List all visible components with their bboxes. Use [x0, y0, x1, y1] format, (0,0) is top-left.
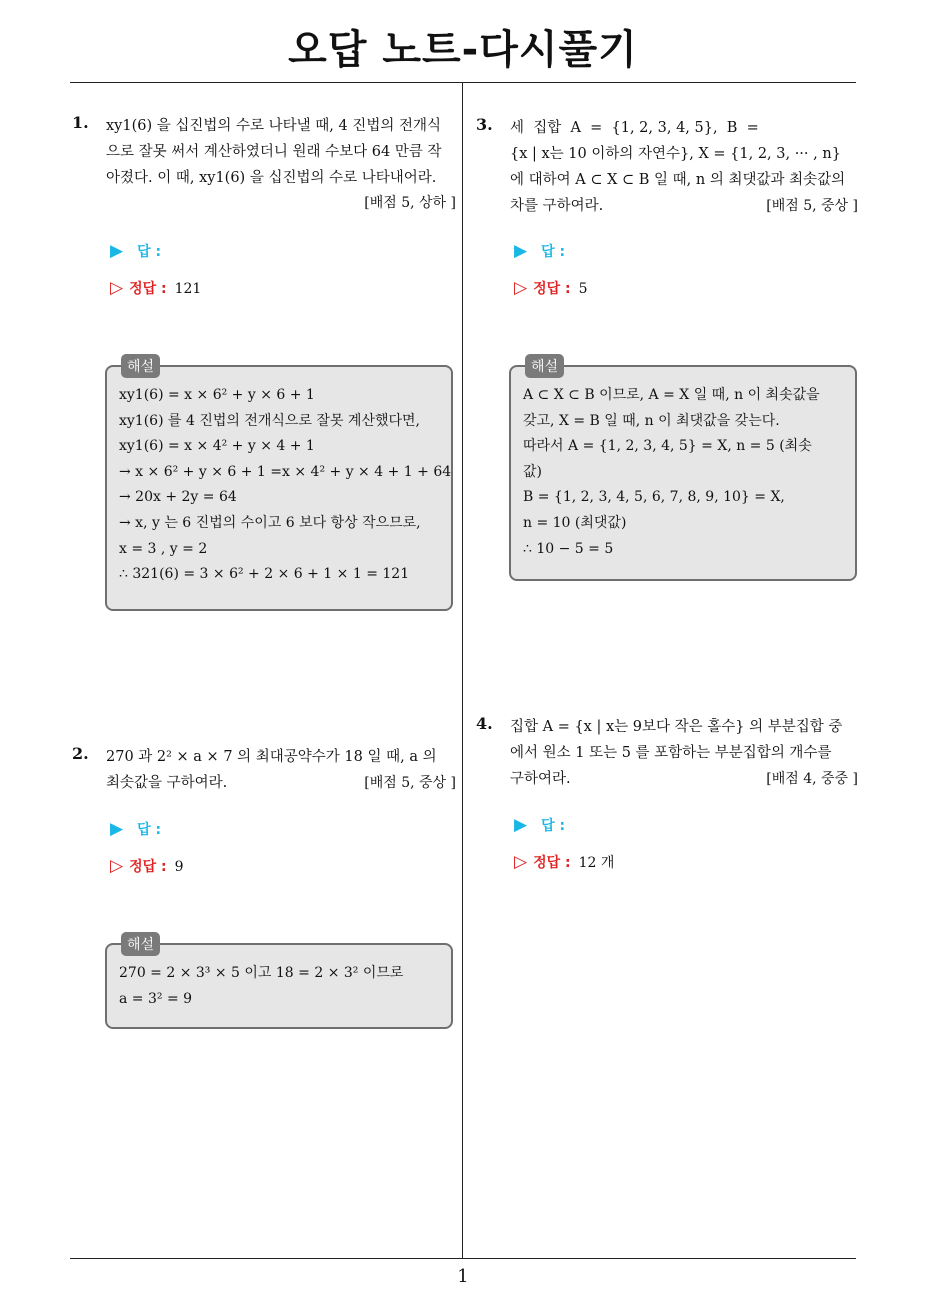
explanation-line: xy1(6) = x × 4² + y × 4 + 1 — [119, 438, 315, 455]
question-last-line — [510, 766, 858, 792]
key-label: 정답 : — [533, 855, 571, 871]
explanation-line: xy1(6) 를 4 진법의 전개식으로 잘못 계산했다면, — [119, 412, 420, 429]
explanation-line: xy1(6) = x × 6² + y × 6 + 1 — [119, 387, 315, 403]
key-row-1 — [110, 278, 201, 298]
question-text — [510, 115, 858, 219]
question-text — [510, 714, 858, 792]
question-line: 아졌다. 이 때, xy1(6) 을 십진법의 수로 나타내어라. — [106, 170, 437, 186]
question-meta: [배점 5, 상하 ] — [364, 195, 456, 211]
explanation-line: → x, y 는 6 진법의 수이고 6 보다 항상 작으므로, — [119, 514, 421, 531]
question-number: 1. — [72, 113, 89, 132]
question-line: 최솟값을 구하여라. — [106, 775, 228, 791]
explanation-line: → x × 6² + y × 6 + 1 =x × 4² + y × 4 + 1 + 64 — [119, 463, 452, 480]
page-title: 오답 노트-다시풀기 — [288, 27, 638, 73]
question-number: 3. — [476, 115, 493, 134]
key-row-4 — [514, 852, 614, 872]
explanation-line: B = {1, 2, 3, 4, 5, 6, 7, 8, 9, 10} = X, — [523, 489, 785, 506]
explanation-line: a = 3² = 9 — [119, 990, 193, 1007]
question-meta: [배점 5, 중상 ] — [766, 198, 858, 214]
key-value: 9 — [174, 859, 184, 875]
play-arrow-icon: ▶ — [514, 241, 528, 261]
question-line: 집합 A = {x | x는 9보다 작은 홀수} 의 부분집합 중 — [510, 719, 843, 735]
question-line: 구하여라. — [510, 771, 571, 787]
question-last-line — [106, 770, 456, 796]
explanation-badge: 해설 — [121, 354, 160, 378]
question-line: 에서 원소 1 또는 5 를 포함하는 부분집합의 개수를 — [510, 745, 832, 761]
question-4 — [476, 714, 858, 792]
explanation-line: 갖고, X = B 일 때, n 이 최댓값을 갖는다. — [523, 412, 780, 429]
answer-row-2 — [110, 819, 161, 839]
question-last-line — [510, 193, 858, 219]
answer-row-1 — [110, 241, 161, 261]
key-value: 12 개 — [578, 855, 615, 871]
key-value: 5 — [578, 281, 588, 297]
question-text — [106, 744, 456, 796]
question-line: {x | x는 10 이하의 자연수}, X = {1, 2, 3, ··· , n} — [510, 146, 841, 162]
question-number: 2. — [72, 744, 89, 763]
key-value: 121 — [174, 281, 202, 297]
question-text — [106, 113, 456, 215]
question-line: 으로 잘못 써서 계산하였더니 원래 수보다 64 만큼 작 — [106, 144, 442, 160]
answer-label: 답 : — [541, 818, 566, 834]
key-label: 정답 : — [129, 859, 167, 875]
question-meta: [배점 5, 중상 ] — [364, 775, 456, 791]
explanation-badge: 해설 — [121, 932, 160, 956]
column-divider — [462, 83, 463, 1259]
outline-triangle-icon: ▷ — [110, 856, 124, 876]
key-row-2 — [110, 856, 184, 876]
key-label: 정답 : — [533, 281, 571, 297]
explanation-box-1 — [105, 359, 453, 611]
explanation-box-2 — [105, 937, 453, 1029]
play-arrow-icon: ▶ — [110, 241, 124, 261]
outline-triangle-icon: ▷ — [514, 278, 528, 298]
explanation-line: ∴ 10 − 5 = 5 — [523, 540, 614, 557]
key-label: 정답 : — [129, 281, 167, 297]
top-rule — [70, 82, 856, 83]
question-meta: [배점 4, 중중 ] — [766, 771, 858, 787]
question-line: 세 집합 A = {1, 2, 3, 4, 5}, B = — [510, 120, 759, 136]
answer-row-3 — [514, 241, 565, 261]
question-line: 에 대하여 A ⊂ X ⊂ B 일 때, n 의 최댓값과 최솟값의 — [510, 172, 846, 188]
question-1 — [72, 113, 456, 215]
question-line: 차를 구하여라. — [510, 198, 604, 214]
explanation-line: x = 3 , y = 2 — [119, 540, 208, 557]
question-3 — [476, 115, 858, 219]
answer-label: 답 : — [541, 244, 566, 260]
question-line: 270 과 2² × a × 7 의 최대공약수가 18 일 때, a 의 — [106, 749, 437, 765]
explanation-line: 270 = 2 × 3³ × 5 이고 18 = 2 × 3² 이므로 — [119, 965, 404, 981]
question-line: xy1(6) 을 십진법의 수로 나타낼 때, 4 진법의 전개식 — [106, 118, 441, 134]
outline-triangle-icon: ▷ — [110, 278, 124, 298]
explanation-line: → 20x + 2y = 64 — [119, 489, 237, 506]
explanation-line: 값) — [523, 463, 542, 480]
answer-label: 답 : — [137, 244, 162, 260]
outline-triangle-icon: ▷ — [514, 852, 528, 872]
explanation-box-3 — [509, 359, 857, 581]
play-arrow-icon: ▶ — [514, 815, 528, 835]
play-arrow-icon: ▶ — [110, 819, 124, 839]
explanation-line: 따라서 A = {1, 2, 3, 4, 5} = X, n = 5 (최솟 — [523, 438, 812, 455]
explanation-line: ∴ 321(6) = 3 × 6² + 2 × 6 + 1 × 1 = 121 — [119, 566, 410, 583]
answer-label: 답 : — [137, 822, 162, 838]
explanation-line: A ⊂ X ⊂ B 이므로, A = X 일 때, n 이 최솟값을 — [523, 387, 820, 403]
key-row-3 — [514, 278, 588, 298]
page-number: 1 — [457, 1266, 469, 1287]
answer-row-4 — [514, 815, 565, 835]
question-2 — [72, 744, 456, 796]
explanation-line: n = 10 (최댓값) — [523, 514, 627, 531]
bottom-rule — [70, 1258, 856, 1259]
question-number: 4. — [476, 714, 493, 733]
explanation-badge: 해설 — [525, 354, 564, 378]
